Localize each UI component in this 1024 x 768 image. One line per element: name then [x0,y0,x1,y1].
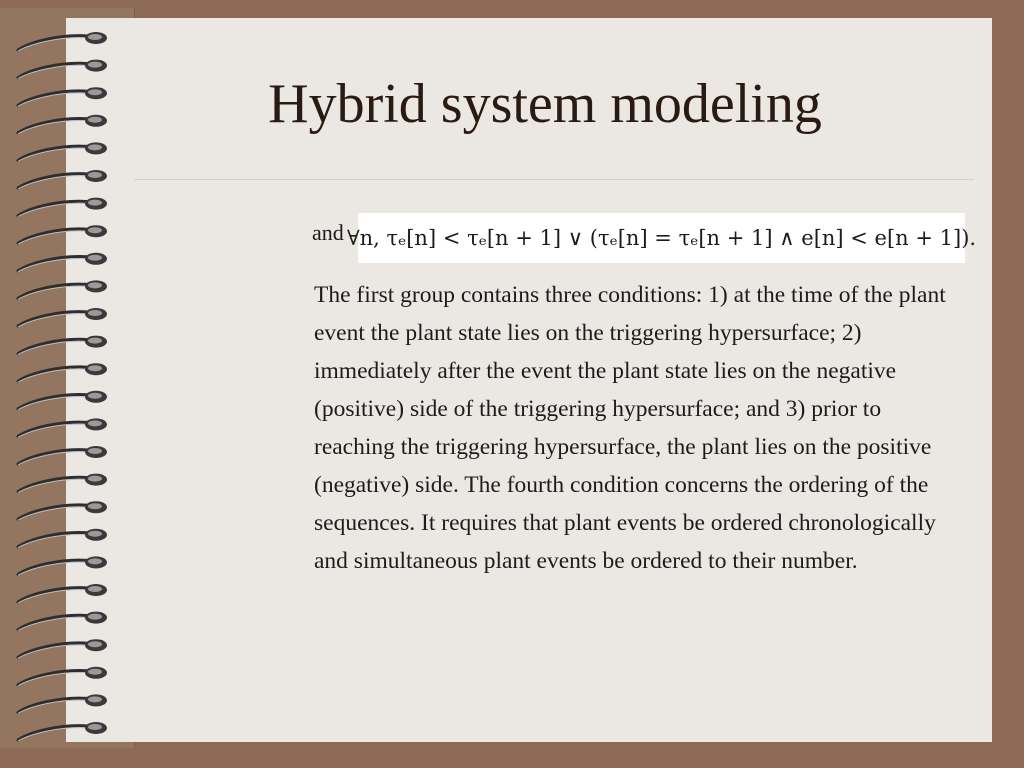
spiral-ring [18,308,107,327]
spiral-ring [18,280,107,299]
spiral-ring [18,253,107,272]
spiral-ring [18,363,107,382]
spiral-ring [18,32,107,51]
spiral-ring [18,225,107,244]
spiral-ring [18,722,107,741]
slide-title: Hybrid system modeling [268,73,822,135]
spiral-ring [18,639,107,658]
spiral-ring [18,170,107,189]
ordering-formula: ∀n, τₑ[n] < τₑ[n + 1] ∨ (τₑ[n] = τₑ[n + 1] ∧ e[n] < e[n + 1]). [346,226,977,250]
and-label: and [312,220,344,245]
spiral-ring [18,612,107,631]
spiral-ring [18,336,107,355]
spiral-ring [18,474,107,493]
spiral-ring [18,529,107,548]
title-divider [134,179,974,180]
spiral-ring [18,501,107,520]
spiral-ring [18,556,107,575]
spiral-ring [18,142,107,161]
spiral-ring [18,391,107,410]
spiral-ring [18,446,107,465]
body-paragraph: The first group contains three conditions: 1) at the time of the plant event the plant state lies on the triggering hypersurface; 2) immediately after the event the plant state lies on the negative (positive) side of the triggering hypersurface; and 3) prior to reaching the triggering hypersurface, the plant lies on the positive (negative) side. The fourth condition concerns the ordering of the sequences. It requires that plant events be ordered chronologically and simultaneous plant events be ordered to their number. [314,282,946,574]
spiral-ring [18,694,107,713]
spiral-ring [18,584,107,603]
spiral-ring [18,667,107,686]
spiral-ring [18,418,107,437]
formula-box [346,213,977,263]
spiral-ring [18,198,107,217]
